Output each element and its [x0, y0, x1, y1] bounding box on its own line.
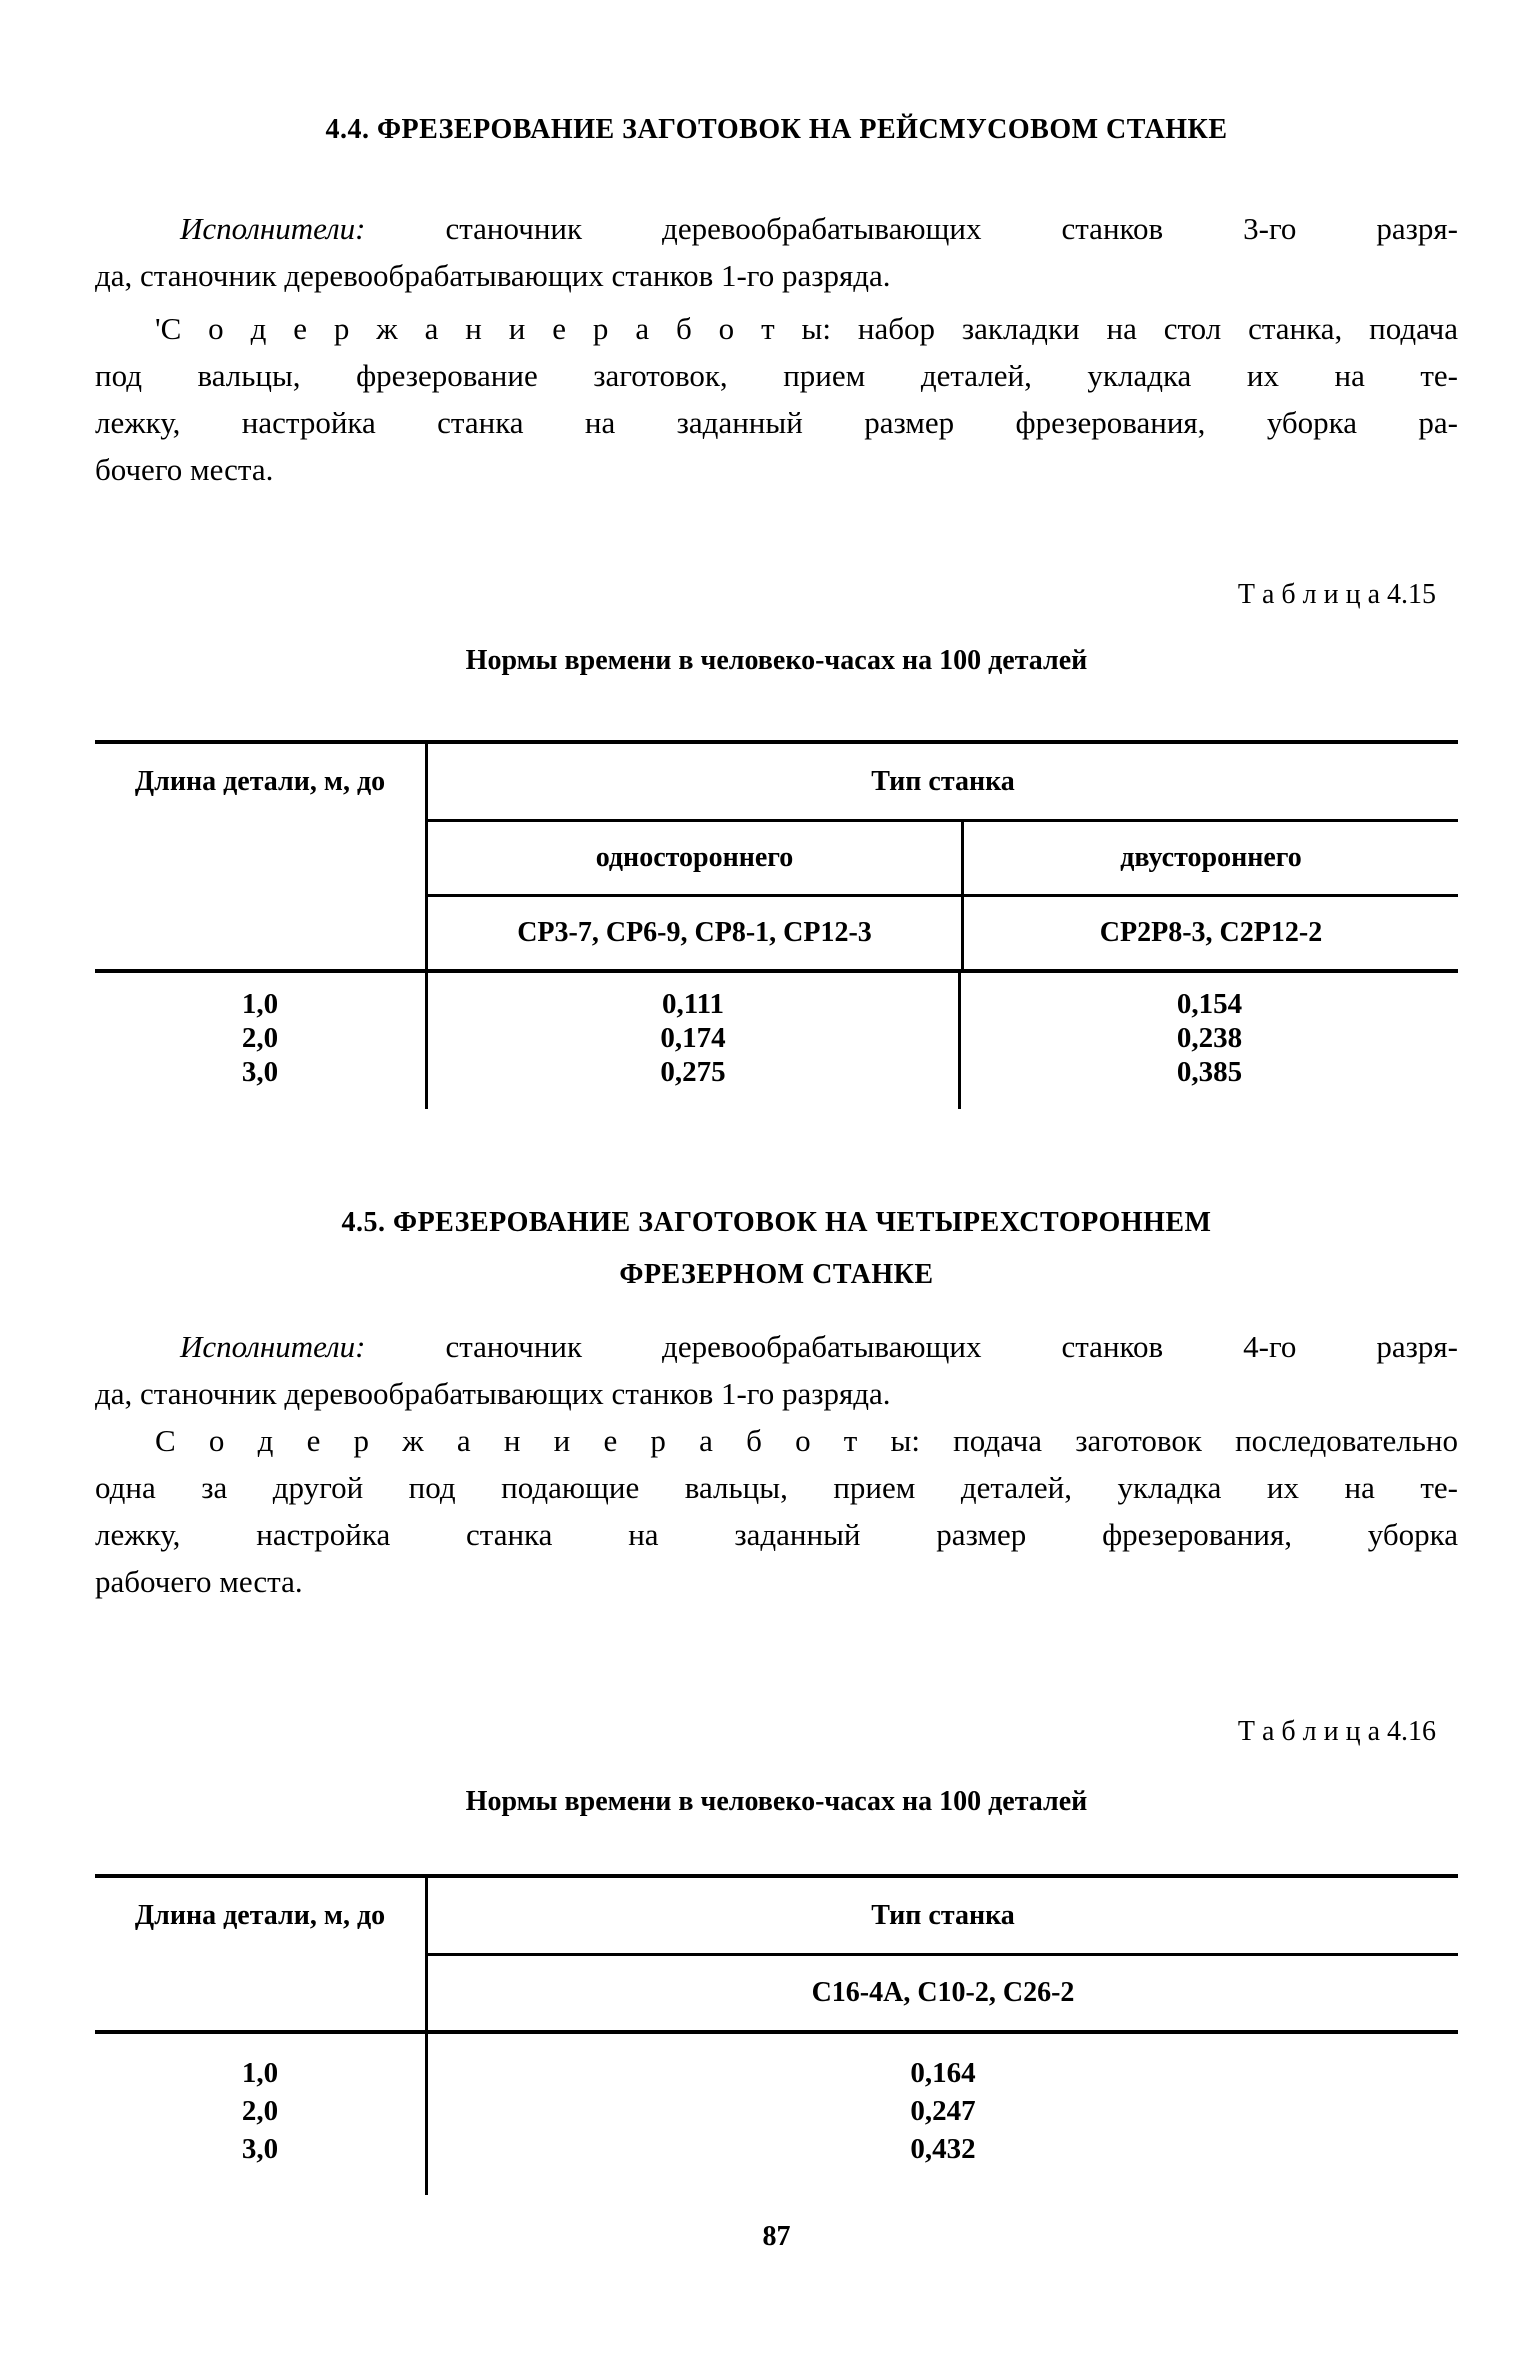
section-44-executors-paragraph — [95, 205, 1458, 299]
table-416-machines-group — [425, 1953, 1458, 2030]
table-415-length-spacer — [95, 819, 425, 894]
table-415-one-sided-machines: СР3-7, СР6-9, СР8-1, СР12-3 — [517, 917, 872, 948]
table-415-two-sided-machines: СР2Р8-3, С2Р12-2 — [961, 897, 1458, 969]
table-416-label: Т а б л и ц а 4.16 — [1237, 1716, 1436, 1747]
table-415 — [95, 740, 1458, 1109]
executors-line-2: да, станочник деревообрабатывающих станков 1-го разряда. — [95, 258, 891, 293]
table-416-type-header: Тип станка — [425, 1878, 1458, 1953]
table-415-header-row — [95, 744, 1458, 819]
executors-45-line-2: да, станочник деревообрабатывающих станков 1-го разряда. — [95, 1376, 891, 1411]
section-45-work-content-paragraph: С о д е р ж а н и е р а б о т ы: подача заготовок последовательно одна за другой под подающие вальцы, прием деталей, укладка их на те- лежку, настройка станка на заданный размер фрезерования, уборка рабочего места. — [95, 1423, 1458, 1599]
table-415-length-spacer-2 — [95, 894, 425, 969]
table-416-length-values: 1,0 2,0 3,0 — [241, 2057, 279, 2165]
table-416-caption: Нормы времени в человеко-часах на 100 деталей — [465, 1786, 1088, 1817]
executors-label: Исполнители: — [180, 211, 366, 246]
table-416-machines: С16-4А, С10-2, С26-2 — [811, 1977, 1075, 2008]
table-415-one-sided-values: 0,111 0,174 0,275 — [425, 973, 958, 1109]
table-415-length-values: 1,0 2,0 3,0 — [241, 988, 279, 1088]
table-415-length-header: Длина детали, м, до — [134, 765, 386, 797]
table-416-length-header: Длина детали, м, до — [134, 1899, 386, 1931]
table-416-values: 0,164 0,247 0,432 — [425, 2034, 1458, 2195]
table-415-machines-group — [425, 894, 1458, 969]
table-416 — [95, 1874, 1458, 2195]
table-415-type-header: Тип станка — [425, 744, 1458, 819]
executors-45-line-1 — [95, 1323, 1458, 1370]
table-416-header-row — [95, 1878, 1458, 1953]
executors-45-line-1-text: станочник деревообрабатывающих станков 4-го разря- — [365, 1329, 1458, 1364]
section-45-title: 4.5. ФРЕЗЕРОВАНИЕ ЗАГОТОВОК НА ЧЕТЫРЕХСТОРОННЕМ ФРЕЗЕРНОМ СТАНКЕ — [341, 1207, 1212, 1290]
section-45-executors-paragraph — [95, 1323, 1458, 1417]
table-415-subheader-group — [425, 819, 1458, 894]
table-415-data-rows — [95, 969, 1458, 1109]
table-415-subheader-row — [95, 819, 1458, 894]
table-415-one-sided-header: одностороннего — [595, 842, 794, 873]
page-number: 87 — [762, 2221, 791, 2252]
executors-line-1-text: станочник деревообрабатывающих станков 3-го разря- — [365, 211, 1458, 246]
section-44-title: 4.4. ФРЕЗЕРОВАНИЕ ЗАГОТОВОК НА РЕЙСМУСОВОМ СТАНКЕ — [325, 114, 1228, 145]
table-415-label: Т а б л и ц а 4.15 — [1237, 579, 1436, 610]
table-416-length-spacer — [95, 1953, 425, 2030]
table-415-two-sided-header: двустороннего — [961, 822, 1458, 894]
table-416-data-rows — [95, 2030, 1458, 2195]
executors-45-label: Исполнители: — [180, 1329, 366, 1364]
executors-line-1 — [95, 205, 1458, 252]
table-415-two-sided-values: 0,154 0,238 0,385 — [958, 973, 1458, 1109]
section-44-work-content-paragraph: 'С о д е р ж а н и е р а б о т ы: набор закладки на стол станка, подача под вальцы, фрезерование заготовок, прием деталей, укладка их на те- лежку, настройка станка на заданный размер фрезерования, уборка ра- бочего места. — [95, 311, 1458, 487]
table-415-machines-row — [95, 894, 1458, 969]
table-415-caption: Нормы времени в человеко-часах на 100 деталей — [465, 645, 1088, 676]
table-416-machines-row — [95, 1953, 1458, 2030]
